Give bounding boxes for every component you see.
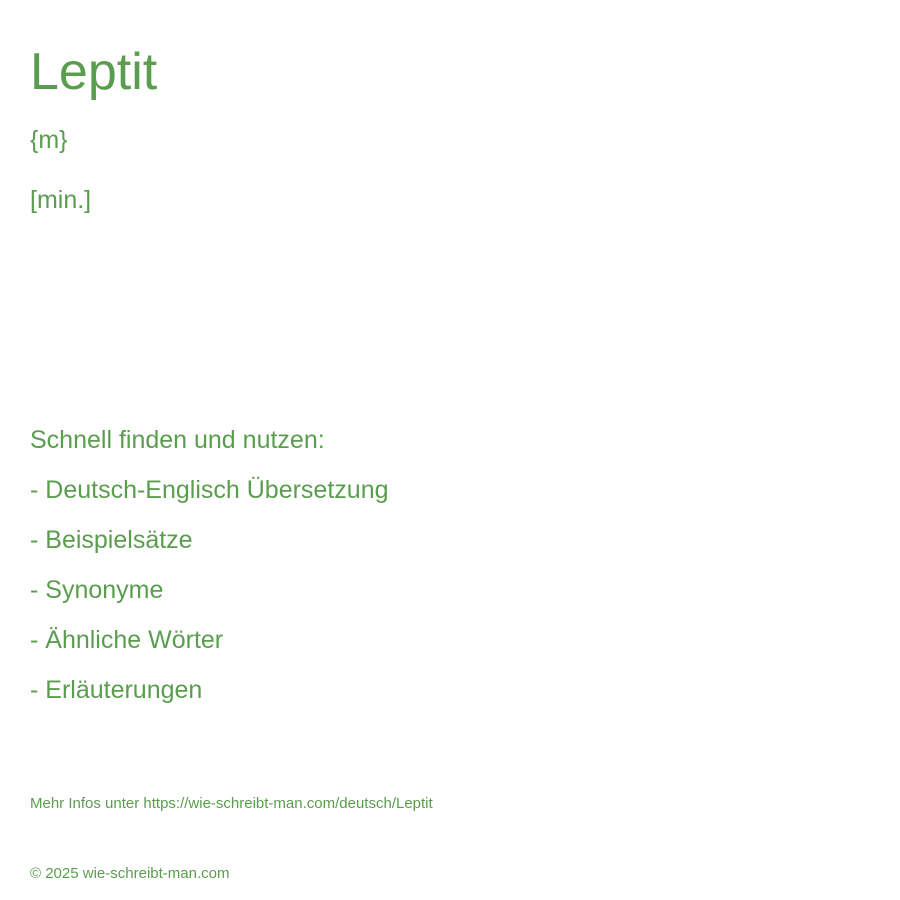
features-heading: Schnell finden und nutzen: bbox=[30, 426, 325, 454]
features-list bbox=[30, 424, 389, 724]
more-info-link[interactable]: Mehr Infos unter https://wie-schreibt-man.com/deutsch/Leptit bbox=[30, 795, 433, 812]
word-gender: {m} bbox=[30, 126, 68, 154]
feature-item-explanations: - Erläuterungen bbox=[30, 676, 203, 704]
feature-item-synonyms: - Synonyme bbox=[30, 576, 164, 604]
word-category: [min.] bbox=[30, 186, 92, 214]
feature-item-similar-words: - Ähnliche Wörter bbox=[30, 626, 224, 654]
feature-item-example-sentences: - Beispielsätze bbox=[30, 526, 193, 554]
feature-item-translation: - Deutsch-Englisch Übersetzung bbox=[30, 476, 389, 504]
word-title: Leptit bbox=[30, 43, 158, 101]
copyright-text: © 2025 wie-schreibt-man.com bbox=[30, 865, 230, 882]
